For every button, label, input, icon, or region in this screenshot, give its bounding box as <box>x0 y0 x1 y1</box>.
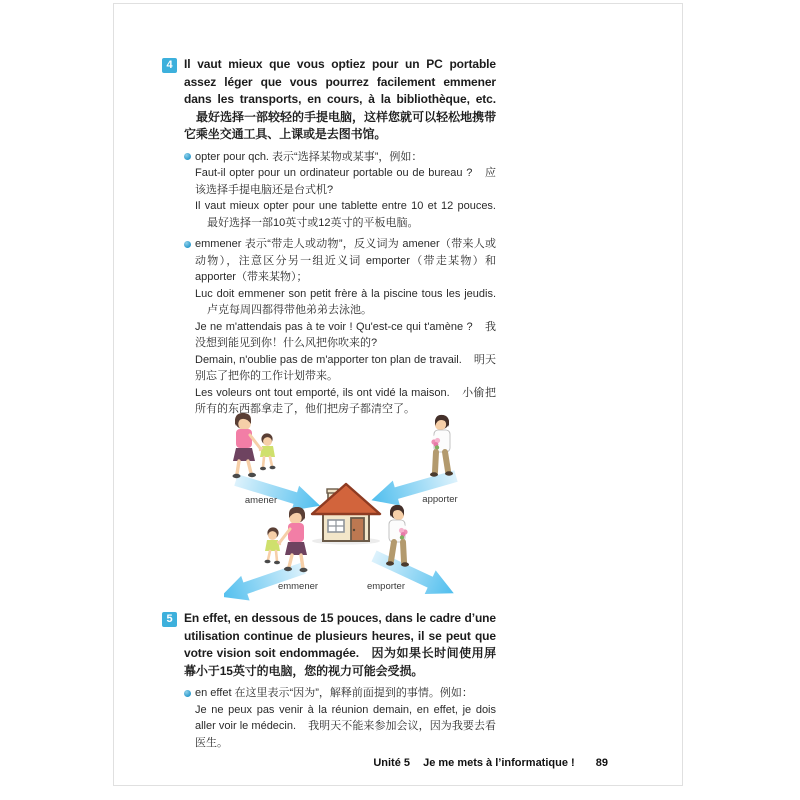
label-emmener: emmener <box>277 581 319 592</box>
example-chinese: 小偷把所有的东西都拿走了，他们把房子都清空了。 <box>195 386 496 415</box>
bullet-dot-icon <box>184 690 191 697</box>
bullet-dot-icon <box>184 153 191 160</box>
section-4-lead <box>184 56 496 144</box>
bullet-en-effet <box>195 685 496 751</box>
example-french: Faut-il opter pour un ordinateur portable ou de bureau ? <box>195 167 473 179</box>
example-chinese: 我没想到能见到你！什么风把你吹来的? <box>195 320 496 349</box>
example-chinese: 明天别忘了把你的工作计划带来。 <box>195 353 496 382</box>
verbs-illustration <box>224 410 468 604</box>
lead-french: Il vaut mieux que vous optiez pour un PC portable assez léger que vous pourrez facilement emmener dans les transports, en cours, à la bibliothèque, etc. <box>184 57 496 106</box>
label-apporter: apporter <box>422 494 458 505</box>
house-icon <box>312 484 380 545</box>
example-sentence <box>195 165 496 198</box>
example-sentence <box>195 286 496 319</box>
example-french: Luc doit emmener son petit frère à la piscine tous les jeudis. <box>195 287 496 300</box>
bullet-intro: emmener 表示“带走人或动物”，反义词为 amener（带来人或动物），注意区分另一组近义词 emporter（带走某物）和 apporter（带来某物）； <box>195 238 496 283</box>
example-chinese: 我明天不能来参加会议，因为我要去看医生。 <box>195 720 497 749</box>
section-number-badge: 4 <box>162 58 177 73</box>
mother-child-leaving-figure <box>265 507 308 572</box>
section-4 <box>166 56 497 418</box>
bullet-opter <box>195 149 496 232</box>
lead-chinese: 因为如果长时间使用屏幕小于15英寸的电脑，您的视力可能会受损。 <box>184 646 496 678</box>
footer-unit-title: Je me mets à l’informatique ! <box>423 757 575 769</box>
arrow-emporter-icon <box>366 544 460 604</box>
example-sentence <box>195 198 496 231</box>
mother-child-arriving-figure <box>233 413 276 478</box>
man-flowers-leaving-figure <box>386 505 409 567</box>
example-chinese: 卢克每周四都得带他弟弟去泳池。 <box>207 304 372 316</box>
section-4-bullets <box>184 149 496 418</box>
section-5-lead <box>184 610 496 680</box>
example-french: Demain, n'oublie pas de m'apporter ton plan de travail. <box>195 353 462 366</box>
example-french: Je ne m'attendais pas à te voir ! Qu'est-ce qui t'amène ? <box>195 320 473 333</box>
bullet-emmener <box>195 236 496 418</box>
arrow-amener-icon <box>232 468 324 519</box>
example-french: Il vaut mieux opter pour une tablette entre 10 et 12 pouces. <box>195 200 496 212</box>
example-french: Je ne peux pas venir à la réunion demain, en effet, je dois aller voir le médecin. <box>195 703 496 732</box>
example-french: Les voleurs ont tout emporté, ils ont vidé la maison. <box>195 386 450 399</box>
lead-chinese: 最好选择一部较轻的手提电脑，这样您就可以轻松地携带它乘坐交通工具、上课或是去图书馆。 <box>184 109 496 141</box>
footer-page-number: 89 <box>595 757 608 769</box>
example-chinese: 应该选择手提电脑还是台式机? <box>195 167 497 196</box>
label-amener: amener <box>244 495 278 506</box>
label-emporter: emporter <box>366 581 406 592</box>
example-sentence <box>195 352 496 385</box>
section-number-badge: 5 <box>162 612 177 627</box>
section-5-bullets <box>184 685 496 751</box>
bullet-intro: opter pour qch. 表示“选择某物或某事”，例如： <box>195 150 423 163</box>
section-5 <box>166 610 497 751</box>
book-page <box>113 3 683 786</box>
example-sentence <box>195 702 496 752</box>
example-sentence <box>195 319 496 352</box>
man-flowers-arriving-figure <box>430 415 453 477</box>
bullet-intro: en effet 在这里表示“因为”，解释前面提到的事情。例如： <box>195 687 473 699</box>
footer-unit-label: Unité 5 <box>373 757 411 769</box>
page-footer <box>114 757 608 769</box>
bullet-dot-icon <box>184 241 191 248</box>
lead-french: En effet, en dessous de 15 pouces, dans le cadre d’une utilisation continue de plusieurs heures, il se peut que votre vision soit endommagée. <box>184 611 496 660</box>
example-chinese: 最好选择一部10英寸或12英寸的平板电脑。 <box>207 216 419 229</box>
